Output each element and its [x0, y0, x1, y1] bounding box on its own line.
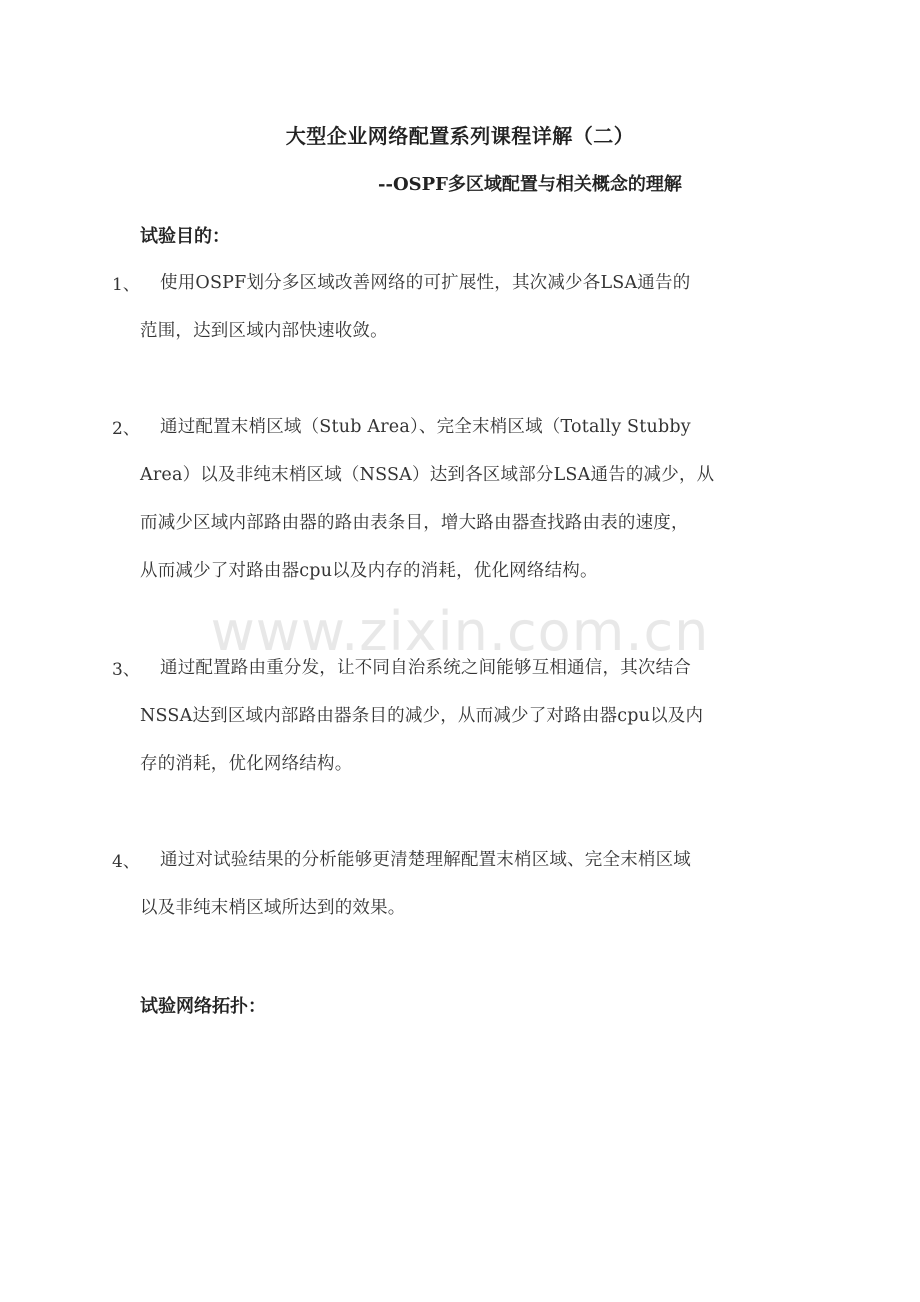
purpose-heading: 试验目的： — [140, 226, 230, 247]
item-2-line-2: Area）以及非纯末梢区域（NSSA）达到各区域部分LSA通告的减少，从 — [140, 465, 715, 485]
item-4-number: 4、 — [112, 852, 140, 872]
topology-heading: 试验网络拓扑： — [140, 996, 266, 1017]
item-1-line-2: 范围，达到区域内部快速收敛。 — [140, 321, 388, 341]
item-3-line-2: NSSA达到区域内部路由器条目的减少，从而减少了对路由器cpu以及内 — [140, 706, 704, 726]
item-2-line-4: 从而减少了对路由器cpu以及内存的消耗，优化网络结构。 — [140, 561, 598, 581]
item-4-line-1: 通过对试验结果的分析能够更清楚理解配置末梢区域、完全末梢区域 — [160, 850, 691, 870]
document-subtitle: --OSPF多区域配置与相关概念的理解 — [378, 174, 682, 195]
watermark: www.zixin.com.cn — [210, 600, 710, 663]
item-4-line-2: 以及非纯末梢区域所达到的效果。 — [140, 898, 406, 918]
item-2-line-3: 而减少区域内部路由器的路由表条目，增大路由器查找路由表的速度， — [140, 513, 689, 533]
item-3-number: 3、 — [112, 660, 140, 680]
item-2-number: 2、 — [112, 419, 140, 439]
document-title: 大型企业网络配置系列课程详解（二） — [285, 124, 635, 148]
item-1-number: 1、 — [112, 275, 140, 295]
item-2-line-1: 通过配置末梢区域（Stub Area）、完全末梢区域（Totally Stubby — [160, 417, 691, 437]
item-1-line-1: 使用OSPF划分多区域改善网络的可扩展性，其次减少各LSA通告的 — [160, 273, 691, 293]
item-3-line-3: 存的消耗，优化网络结构。 — [140, 754, 353, 774]
item-3-line-1: 通过配置路由重分发，让不同自治系统之间能够互相通信，其次结合 — [160, 658, 691, 678]
